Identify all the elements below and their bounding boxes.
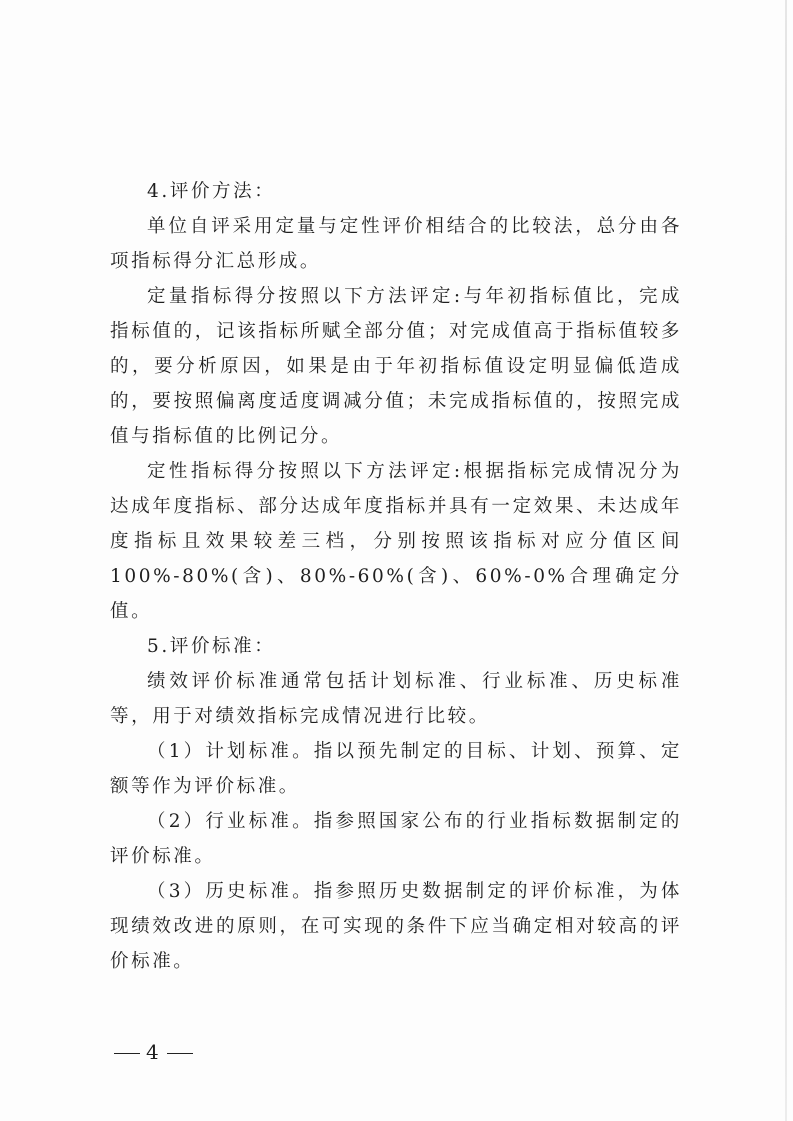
paragraph-quantitative-scoring: 定量指标得分按照以下方法评定:与年初指标值比，完成指标值的，记该指标所赋全部分值；对完成值高于指标值较多的，要分析原因，如果是由于年初指标值设定明显偏低造成的，要按照偏离度适度调减分值；未完成指标值的，按照完成值与指标值的比例记分。 bbox=[110, 286, 682, 447]
page-number: 4 bbox=[146, 1040, 161, 1064]
paragraph-standards-overview: 绩效评价标准通常包括计划标准、行业标准、历史标准等，用于对绩效指标完成情况进行比较。 bbox=[110, 671, 682, 727]
paragraph-qualitative-scoring: 定性指标得分按照以下方法评定:根据指标完成情况分为达成年度指标、部分达成年度指标并具有一定效果、未达成年度指标且效果较差三档，分别按照该指标对应分值区间 100%-80%(含)、80%-60%(含)、60%-0%合理确定分值。 bbox=[110, 461, 682, 622]
page-number-footer bbox=[108, 1040, 199, 1064]
page-number-left-dash bbox=[114, 1053, 140, 1055]
section-heading-evaluation-standards: 5.评价标准： bbox=[147, 636, 276, 657]
paragraph-scoring-overview: 单位自评采用定量与定性评价相结合的比较法，总分由各项指标得分汇总形成。 bbox=[110, 216, 682, 272]
page-number-right-dash bbox=[167, 1053, 193, 1055]
paragraph-historical-standard: （3）历史标准。指参照历史数据制定的评价标准，为体现绩效改进的原则，在可实现的条件下应当确定相对较高的评价标准。 bbox=[110, 881, 682, 972]
paragraph-plan-standard: （1）计划标准。指以预先制定的目标、计划、预算、定额等作为评价标准。 bbox=[110, 741, 682, 797]
scan-edge-line bbox=[785, 0, 787, 1121]
section-heading-evaluation-method: 4.评价方法： bbox=[147, 181, 276, 202]
paragraph-industry-standard: （2）行业标准。指参照国家公布的行业指标数据制定的评价标准。 bbox=[110, 811, 682, 867]
document-body bbox=[110, 174, 682, 979]
